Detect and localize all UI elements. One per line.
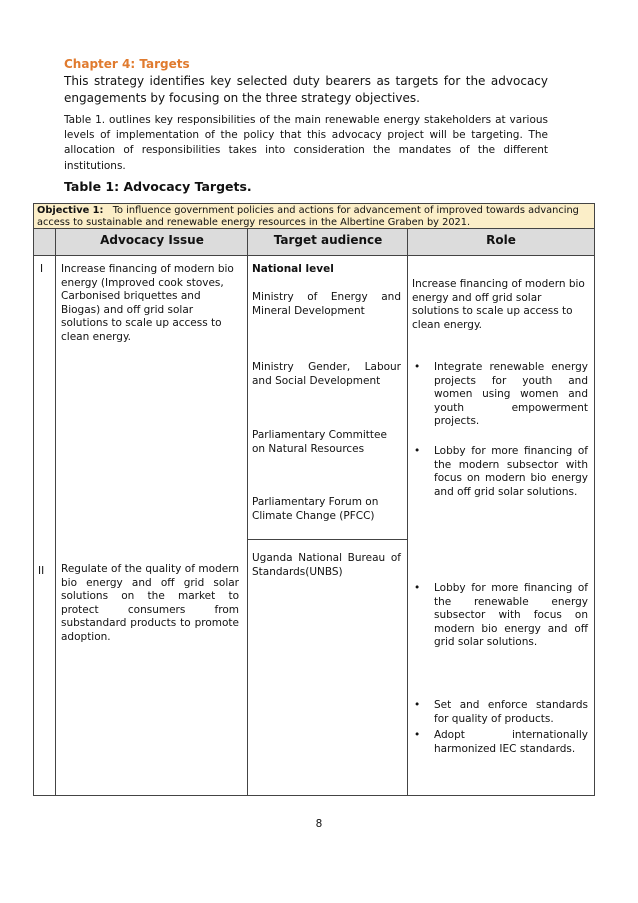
role-bullet-item: • Integrate renewable energy projects for youth and women using women and youth empowerment projects. [414, 361, 588, 428]
column-divider [247, 229, 248, 795]
column-divider [407, 229, 408, 795]
audience-item: Ministry of Energy and Mineral Development [252, 291, 401, 317]
objective-row [34, 204, 594, 229]
bullet-icon: • [414, 361, 421, 373]
page-number: 8 [315, 818, 323, 830]
audience-item: Uganda National Bureau of Standards(UNBS) [252, 552, 401, 578]
role-bullet-list [412, 582, 588, 650]
table-header-row [34, 229, 594, 256]
objective-text: To influence government policies and actions for advancement of improved towards advancing access to sustainable and renewable energy resources in the Albertine Graben by 2021. [37, 205, 579, 228]
chapter-heading: Chapter 4: Targets [64, 57, 190, 71]
audience-item: Parliamentary Committee on Natural Resources [252, 429, 387, 455]
role-bullet-item: • Adopt internationally harmonized IEC standards. [414, 729, 588, 755]
header-target-audience: Target audience [273, 233, 383, 247]
role-bullet-list [412, 361, 588, 429]
row-divider [247, 539, 407, 540]
bullet-icon: • [414, 445, 421, 457]
column-divider [55, 229, 56, 795]
advocacy-issue-cell: Regulate of the quality of modern bio energy and off grid solar solutions on the market to protect consumers from substandard products to promote adoption. [61, 563, 239, 643]
bullet-icon: • [414, 699, 421, 711]
bullet-icon: • [414, 582, 421, 594]
audience-item: Ministry Gender, Labour and Social Development [252, 361, 401, 387]
bullet-icon: • [414, 729, 421, 742]
header-advocacy-issue: Advocacy Issue [100, 233, 204, 247]
objective-label: Objective 1: [37, 205, 104, 216]
intro-paragraph: This strategy identifies key selected duty bearers as targets for the advocacy engagements by focusing on the three strategy objectives. [64, 74, 548, 105]
table-title: Table 1: Advocacy Targets. [64, 179, 252, 194]
row-number: I [40, 263, 44, 275]
role-bullet-list [412, 445, 588, 499]
role-bullet-item: • Set and enforce standards for quality of products. [414, 699, 588, 725]
row-number: II [38, 565, 45, 577]
header-role: Role [486, 233, 516, 247]
table-description-paragraph: Table 1. outlines key responsibilities of the main renewable energy stakeholders at various levels of implementation of the policy that this advocacy project will be targeting. The allocation of responsibilities takes into consideration the mandates of the different institutions. [64, 114, 548, 172]
national-level-label: National level [252, 263, 334, 275]
role-bullet-item: • Lobby for more financing of the modern subsector with focus on modern bio energy and off grid solar solutions. [414, 445, 588, 498]
role-bullet-list [412, 699, 588, 756]
audience-item: Parliamentary Forum on Climate Change (PFCC) [252, 496, 379, 522]
role-bullet-item: • Lobby for more financing of the renewable energy subsector with focus on modern bio energy and off grid solar solutions. [414, 582, 588, 649]
advocacy-issue-cell: Increase financing of modern bio energy (Improved cook stoves, Carbonised briquettes and Biogas) and off grid solar solutions to scale up access to clean energy. [61, 263, 234, 343]
role-text: Increase financing of modern bio energy and off grid solar solutions to scale up access to clean energy. [412, 278, 585, 331]
